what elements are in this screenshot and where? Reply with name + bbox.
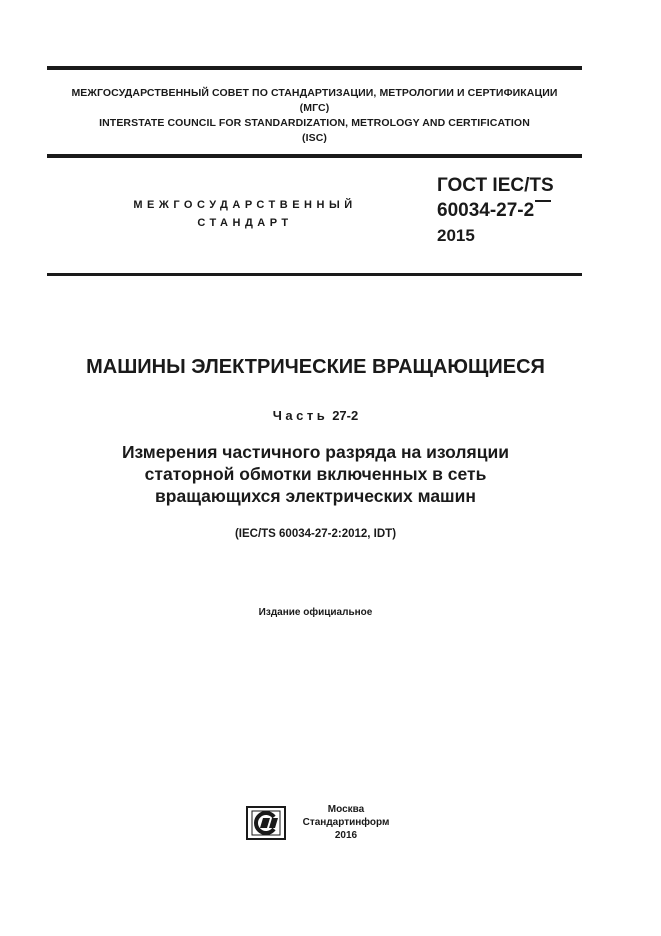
standard-kind-line2: СТАНДАРТ	[197, 217, 293, 229]
standartinform-logo-icon	[246, 806, 286, 840]
designation-year: 2015	[437, 226, 475, 245]
designation-line2: 60034-27-2	[437, 200, 535, 221]
part-heading	[0, 408, 631, 424]
publisher-year: 2016	[334, 830, 358, 841]
council-ru-abbr: (МГС)	[299, 102, 330, 114]
designation-dash	[535, 200, 551, 202]
standard-designation	[437, 173, 554, 248]
header-rule	[47, 154, 582, 158]
document-title: МАШИНЫ ЭЛЕКТРИЧЕСКИЕ ВРАЩАЮЩИЕСЯ	[86, 356, 545, 378]
designation-line1: ГОСТ IEC/TS	[437, 175, 554, 196]
standard-kind-line1: МЕЖГОСУДАРСТВЕННЫЙ	[133, 199, 357, 211]
designation-rule	[47, 273, 582, 276]
part-label: Часть	[272, 408, 329, 423]
part-number: 27-2	[332, 408, 359, 423]
edition-note: Издание официальное	[258, 607, 373, 618]
council-ru-name: МЕЖГОСУДАРСТВЕННЫЙ СОВЕТ ПО СТАНДАРТИЗАЦИИ, МЕТРОЛОГИИ И СЕРТИФИКАЦИИ	[71, 87, 558, 99]
council-en-abbr: (ISC)	[302, 132, 327, 144]
document-subtitle	[0, 441, 631, 507]
iec-reference: (IEC/TS 60034-27-2:2012, IDT)	[234, 528, 397, 540]
publisher-block	[296, 803, 396, 842]
publisher-city: Москва	[327, 804, 365, 815]
subtitle-line2: статорной обмотки включенных в сеть	[144, 464, 487, 484]
top-rule	[47, 66, 582, 70]
council-en-name: INTERSTATE COUNCIL FOR STANDARDIZATION, METROLOGY AND CERTIFICATION	[99, 117, 530, 129]
subtitle-line3: вращающихся электрических машин	[155, 486, 476, 506]
subtitle-line1: Измерения частичного разряда на изоляции	[121, 442, 510, 462]
publisher-name: Стандартинформ	[302, 817, 390, 828]
council-header	[47, 86, 582, 146]
standard-kind	[100, 196, 390, 232]
